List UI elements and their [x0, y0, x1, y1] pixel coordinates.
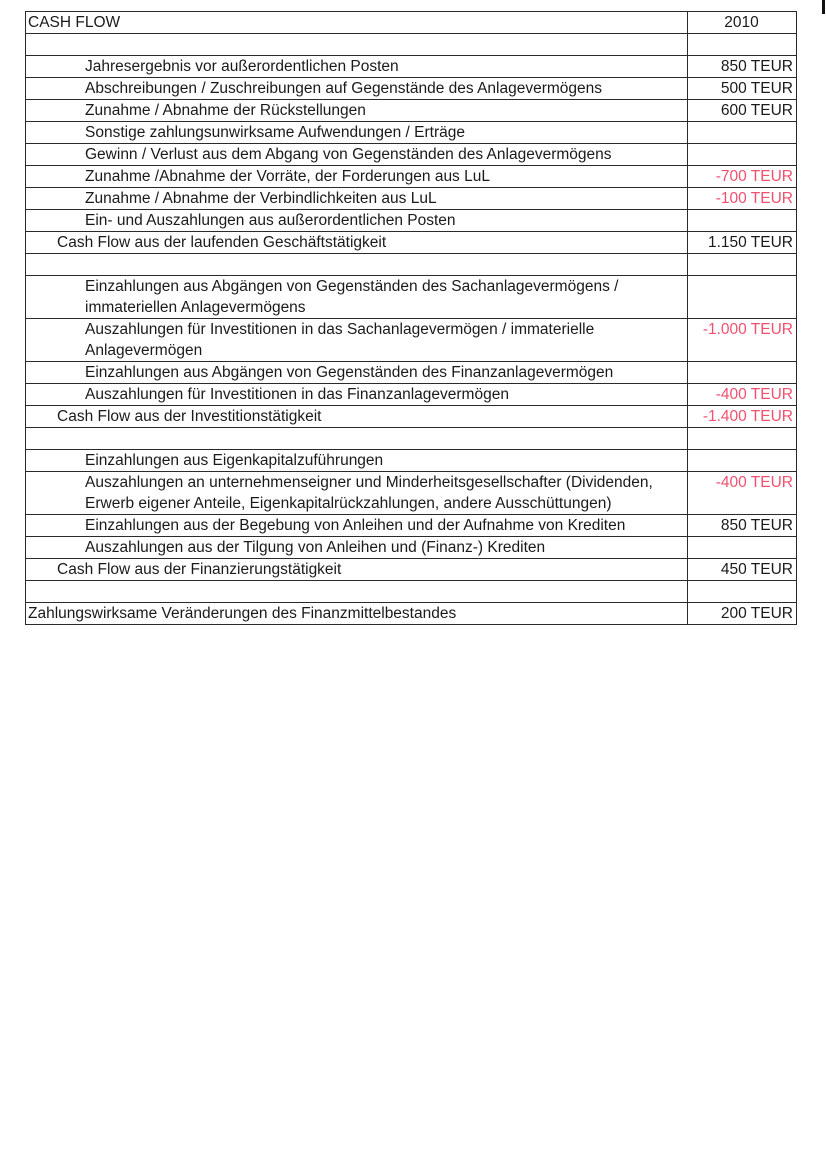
row-label: Auszahlungen für Investitionen in das Finanzanlagevermögen [26, 384, 688, 406]
row-label: Abschreibungen / Zuschreibungen auf Gegenstände des Anlagevermögens [26, 78, 688, 100]
scan-corner-mark [822, 0, 825, 14]
row-value: 850 TEUR [688, 515, 797, 537]
row-label: Einzahlungen aus Abgängen von Gegenständen des Finanzanlagevermögen [26, 362, 688, 384]
table-row [26, 276, 797, 319]
row-value: -400 TEUR [688, 472, 797, 515]
row-value [688, 450, 797, 472]
spacer-cell [688, 581, 797, 603]
row-value [688, 276, 797, 319]
table-row [26, 100, 797, 122]
table-row [26, 144, 797, 166]
spacer-cell [26, 428, 688, 450]
subtotal-row [26, 406, 797, 428]
row-label: Einzahlungen aus Eigenkapitalzuführungen [26, 450, 688, 472]
row-label: Jahresergebnis vor außerordentlichen Posten [26, 56, 688, 78]
spacer-row [26, 34, 797, 56]
spacer-row [26, 428, 797, 450]
table-row [26, 122, 797, 144]
spacer-row [26, 254, 797, 276]
table-row [26, 537, 797, 559]
spacer-cell [688, 254, 797, 276]
total-row [26, 603, 797, 625]
subtotal-value: 1.150 TEUR [688, 232, 797, 254]
row-label: Gewinn / Verlust aus dem Abgang von Gegenständen des Anlagevermögens [26, 144, 688, 166]
table-row [26, 210, 797, 232]
row-label: Auszahlungen an unternehmenseigner und Minderheitsgesellschafter (Dividenden, Erwerb eigener Anteile, Eigenkapitalrückzahlungen, andere Ausschüttungen) [26, 472, 688, 515]
row-value: 600 TEUR [688, 100, 797, 122]
spacer-row [26, 581, 797, 603]
subtotal-label: Cash Flow aus der laufenden Geschäftstätigkeit [26, 232, 688, 254]
table-row [26, 472, 797, 515]
spacer-cell [26, 581, 688, 603]
spacer-cell [26, 34, 688, 56]
row-value: -1.000 TEUR [688, 319, 797, 362]
subtotal-label: Cash Flow aus der Finanzierungstätigkeit [26, 559, 688, 581]
spacer-cell [26, 254, 688, 276]
table-row [26, 362, 797, 384]
row-value: -100 TEUR [688, 188, 797, 210]
cash-flow-rows [26, 34, 797, 625]
subtotal-row [26, 559, 797, 581]
subtotal-value: 450 TEUR [688, 559, 797, 581]
total-label: Zahlungswirksame Veränderungen des Finanzmittelbestandes [26, 603, 688, 625]
table-header-row [26, 12, 797, 34]
table-row [26, 515, 797, 537]
row-label: Sonstige zahlungsunwirksame Aufwendungen / Erträge [26, 122, 688, 144]
cash-flow-table [25, 11, 797, 625]
subtotal-label: Cash Flow aus der Investitionstätigkeit [26, 406, 688, 428]
row-value [688, 210, 797, 232]
table-row [26, 450, 797, 472]
row-value [688, 144, 797, 166]
row-value [688, 122, 797, 144]
row-label: Einzahlungen aus Abgängen von Gegenständen des Sachanlagevermögens / immateriellen Anlagevermögens [26, 276, 688, 319]
row-label: Zunahme / Abnahme der Rückstellungen [26, 100, 688, 122]
row-label: Auszahlungen aus der Tilgung von Anleihen und (Finanz-) Krediten [26, 537, 688, 559]
table-row [26, 319, 797, 362]
table-row [26, 56, 797, 78]
subtotal-row [26, 232, 797, 254]
row-value [688, 362, 797, 384]
row-label: Einzahlungen aus der Begebung von Anleihen und der Aufnahme von Krediten [26, 515, 688, 537]
row-label: Zunahme / Abnahme der Verbindlichkeiten aus LuL [26, 188, 688, 210]
row-value: -400 TEUR [688, 384, 797, 406]
subtotal-value: -1.400 TEUR [688, 406, 797, 428]
spacer-cell [688, 428, 797, 450]
row-label: Auszahlungen für Investitionen in das Sachanlagevermögen / immaterielle Anlagevermögen [26, 319, 688, 362]
table-row [26, 188, 797, 210]
table-title: CASH FLOW [26, 12, 688, 34]
row-value [688, 537, 797, 559]
row-label: Ein- und Auszahlungen aus außerordentlichen Posten [26, 210, 688, 232]
table-row [26, 78, 797, 100]
table-row [26, 384, 797, 406]
row-value: 850 TEUR [688, 56, 797, 78]
row-value: -700 TEUR [688, 166, 797, 188]
table-row [26, 166, 797, 188]
row-value: 500 TEUR [688, 78, 797, 100]
row-label: Zunahme /Abnahme der Vorräte, der Forderungen aus LuL [26, 166, 688, 188]
spacer-cell [688, 34, 797, 56]
total-value: 200 TEUR [688, 603, 797, 625]
year-header: 2010 [688, 12, 797, 34]
